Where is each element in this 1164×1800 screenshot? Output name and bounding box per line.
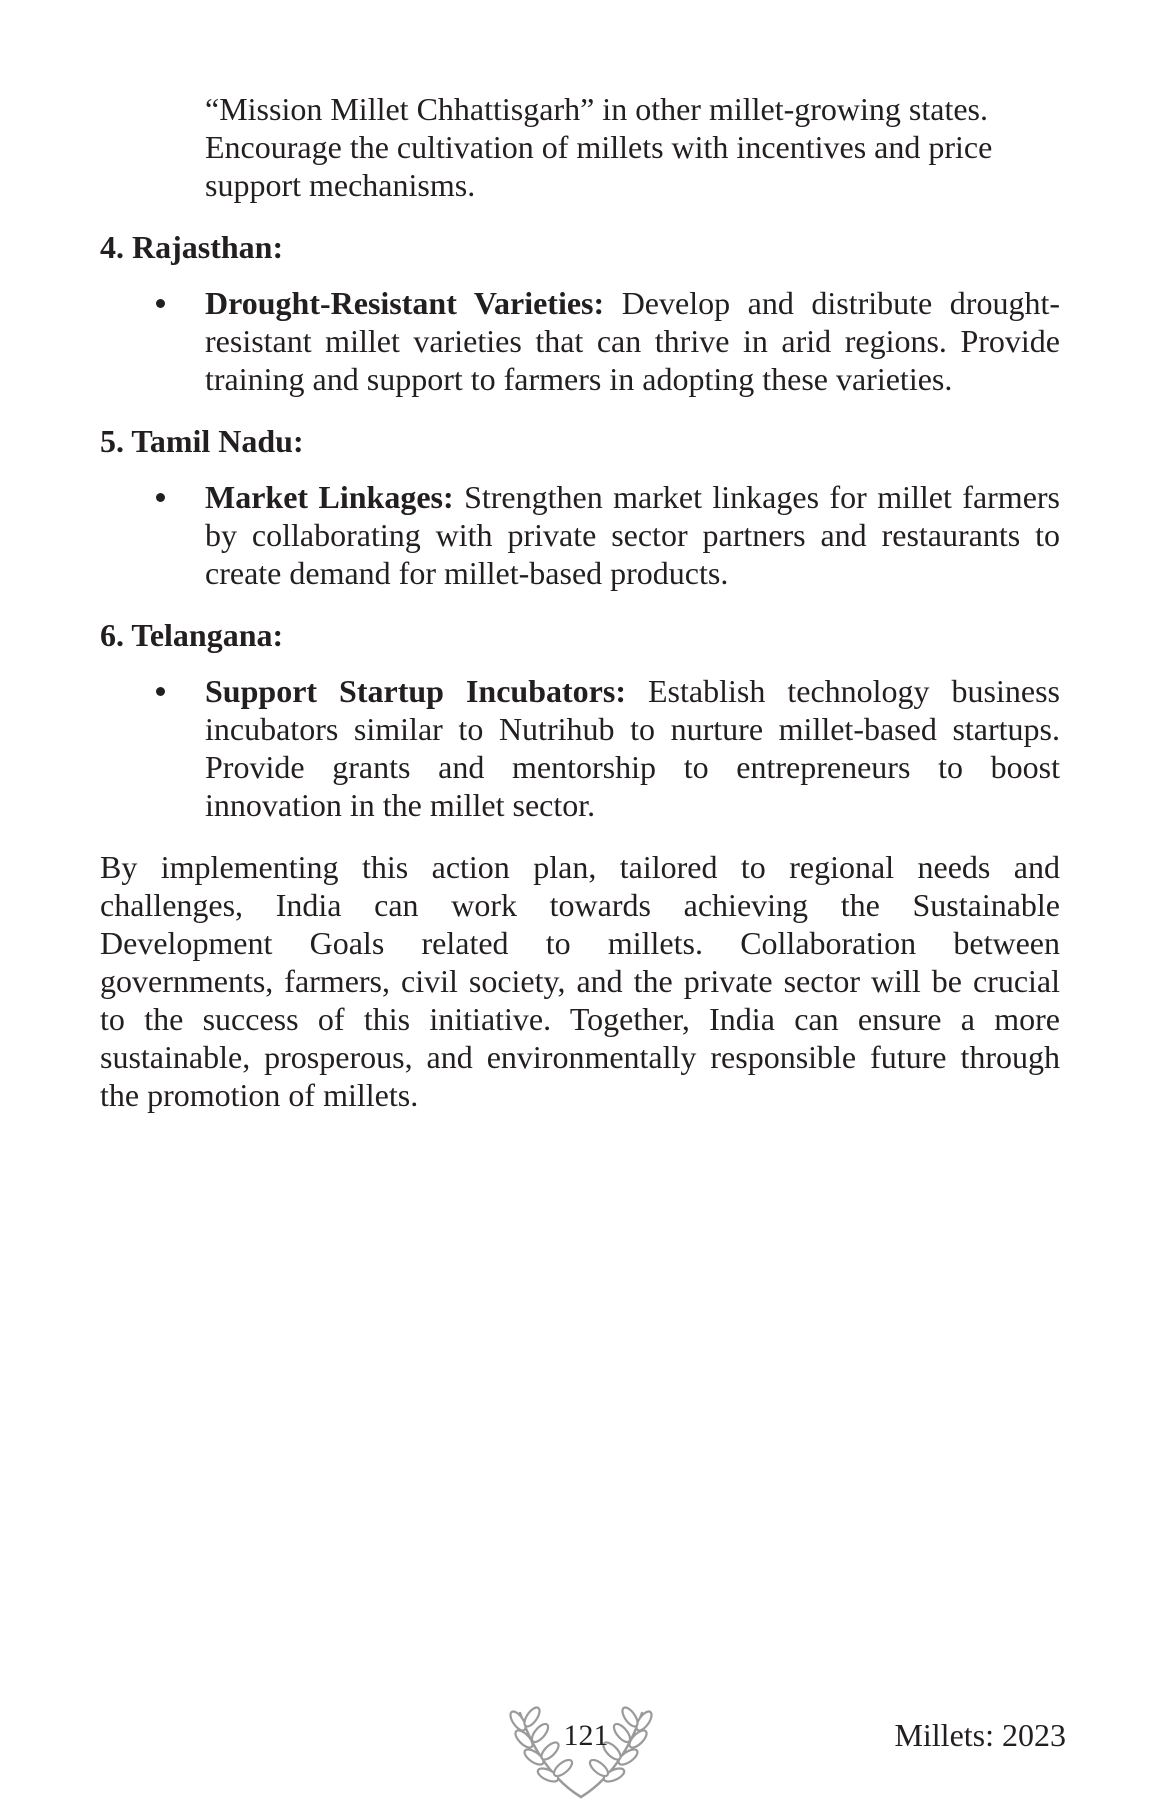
section-tamil-nadu xyxy=(100,422,1060,592)
section-heading: 5. Tamil Nadu: xyxy=(100,423,304,459)
continuation-paragraph: “Mission Millet Chhattisgarh” in other millet-growing states. Encourage the cultivation of millets with incentives and price support mechanisms. xyxy=(205,91,993,203)
bullet-list xyxy=(100,478,1060,592)
bullet-term: Market Linkages: xyxy=(205,479,454,515)
bullet-icon xyxy=(156,687,165,696)
list-item xyxy=(100,478,1060,592)
list-item xyxy=(100,672,1060,824)
page-number: 121 xyxy=(563,1719,609,1752)
bullet-term: Drought-Resistant Varieties: xyxy=(205,285,605,321)
bullet-text: Strengthen market linkages for millet farmers by collaborating with private sector partners and restaurants to create demand for millet-based products. xyxy=(205,479,1061,591)
section-heading: 4. Rajasthan: xyxy=(100,229,284,265)
bullet-icon xyxy=(156,299,165,308)
bullet-text: Establish technology business incubators similar to Nutrihub to nurture millet-based startups. Provide grants and mentorship to entrepreneurs to boost innovation in the millet sector. xyxy=(205,673,1061,823)
running-footer-title: Millets: 2023 xyxy=(894,1717,1066,1753)
page-body xyxy=(100,90,1060,1114)
bullet-term: Support Startup Incubators: xyxy=(205,673,626,709)
closing-paragraph: By implementing this action plan, tailored to regional needs and challenges, India can work towards achieving the Sustainable Development Goals related to millets. Collaboration between governments, farmers, civil society, and the private sector will be crucial to the success of this initiative. Together, India can ensure a more sustainable, prosperous, and environmentally responsible future through the promotion of millets. xyxy=(100,849,1060,1113)
section-rajasthan xyxy=(100,228,1060,398)
section-telangana xyxy=(100,616,1060,824)
bullet-icon xyxy=(156,493,165,502)
list-item xyxy=(100,284,1060,398)
section-heading: 6. Telangana: xyxy=(100,617,284,653)
bullet-list xyxy=(100,672,1060,824)
bullet-list xyxy=(100,284,1060,398)
page-footer xyxy=(0,1705,1164,1800)
bullet-text: Develop and distribute drought-resistant millet varieties that can thrive in arid regions. Provide training and support to farmers in adopting these varieties. xyxy=(205,285,1061,397)
